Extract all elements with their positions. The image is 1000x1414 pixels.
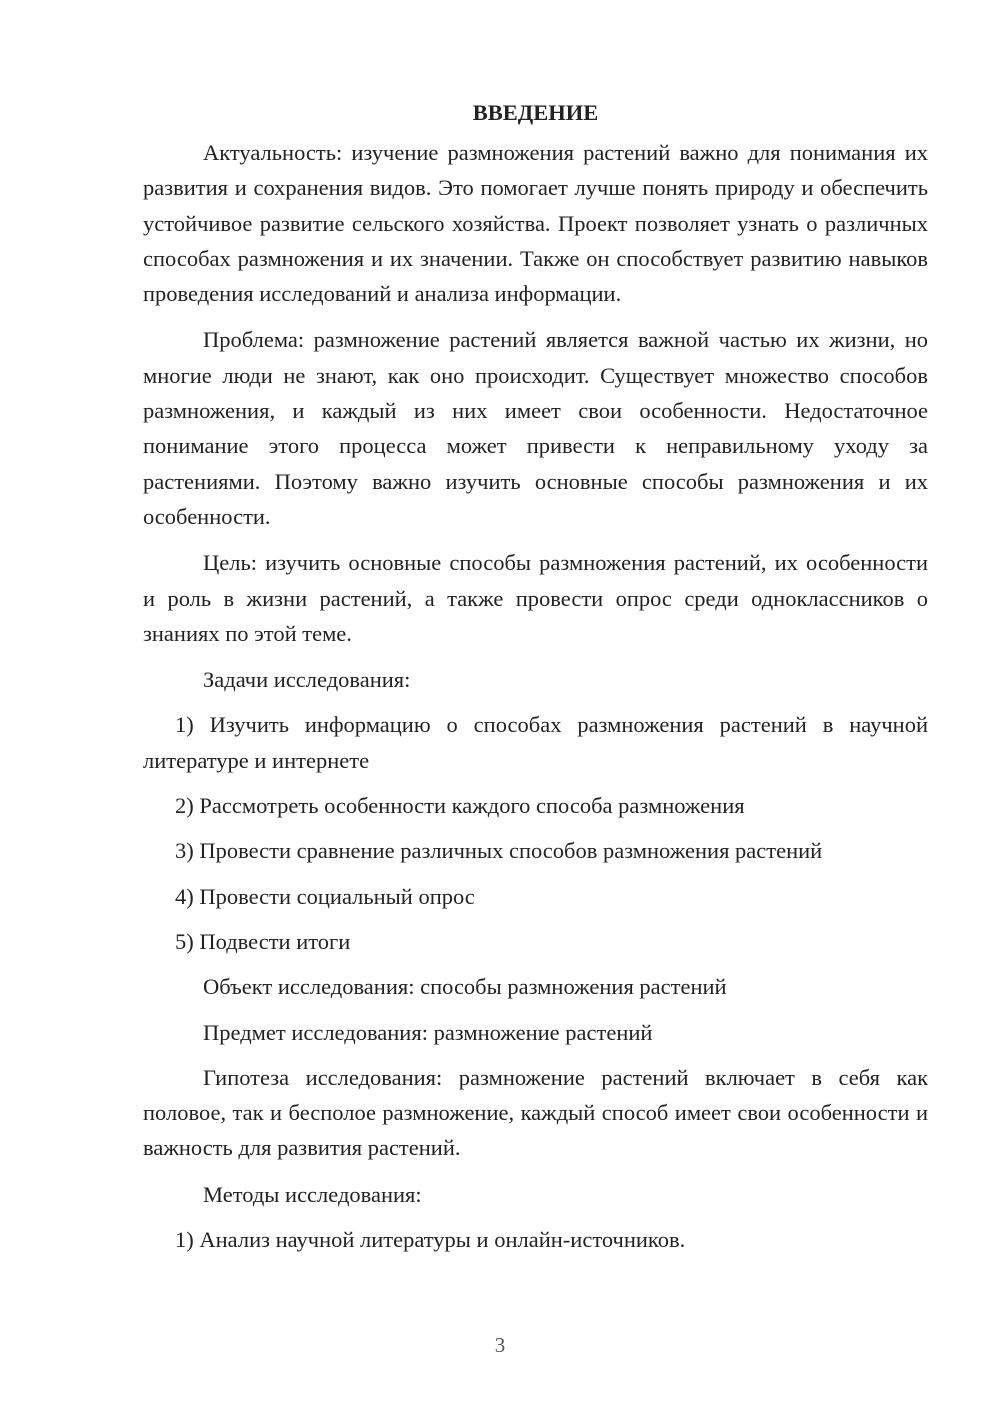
paragraph-problem: Проблема: размножение растений является важной частью их жизни, но многие люди не знают, как оно происходит. Существует множество способов размножения, и каждый из них имеет свои особенности. Недостаточное понимание этого процесса может привести к неправильному уходу за растениями. Поэтому важно изучить основные способы размножения и их особенности. [143, 327, 928, 529]
page-number: 3 [494, 1333, 506, 1357]
methods-list [143, 1222, 928, 1257]
list-item-task-5: 5) Подвести итоги [175, 928, 351, 954]
tasks-heading: Задачи исследования: [203, 667, 411, 693]
list-item-task-1: 1) Изучить информацию о способах размножения растений в научной литературе и интернете [143, 712, 928, 773]
paragraph-goal: Цель: изучить основные способы размножения растений, их особенности и роль в жизни растений, а также провести опрос среди одноклассников о знаниях по этой теме. [143, 550, 928, 646]
methods-heading: Методы исследования: [203, 1181, 422, 1207]
paragraph-object: Объект исследования: способы размножения растений [203, 974, 727, 1000]
section-title: ВВЕДЕНИЕ [472, 100, 599, 125]
tasks-list [143, 707, 928, 959]
list-item-task-2: 2) Рассмотреть особенности каждого способа размножения [175, 793, 745, 819]
paragraph-hypothesis: Гипотеза исследования: размножение растений включает в себя как половое, так и бесполое размножение, каждый способ имеет свои особенности и важность для развития растений. [143, 1064, 928, 1161]
list-item-task-4: 4) Провести социальный опрос [175, 883, 475, 909]
page-content [143, 95, 928, 1267]
paragraph-relevance: Актуальность: изучение размножения растений важно для понимания их развития и сохранения видов. Это помогает лучше понять природу и обеспечить устойчивое развитие сельского хозяйства. Проект позволяет узнать о различных способах размножения и их значении. Также он способствует развитию навыков проведения исследований и анализа информации. [143, 140, 928, 307]
list-item-task-3: 3) Провести сравнение различных способов размножения растений [175, 838, 823, 864]
paragraph-subject: Предмет исследования: размножение растений [203, 1019, 653, 1045]
list-item-method-1: 1) Анализ научной литературы и онлайн-источников. [175, 1227, 686, 1253]
